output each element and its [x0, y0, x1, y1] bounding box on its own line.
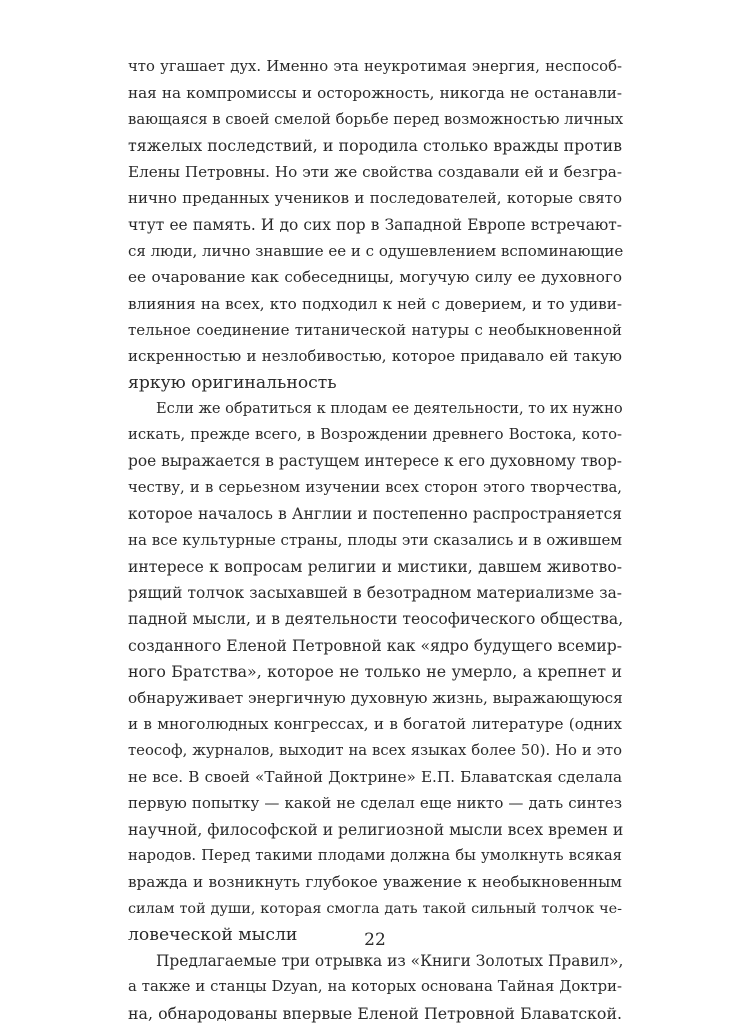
text-line: падной мысли, и в деятельности теософического общества, — [128, 610, 624, 629]
text-line: созданного Еленой Петровной как «ядро будущего всемир- — [128, 636, 622, 655]
body-text — [128, 54, 622, 1027]
text-line: ся люди, лично знавшие ее и с одушевлением вспоминающие — [128, 242, 624, 261]
text-line: тельное соединение титанической натуры с необыкновенной — [128, 320, 622, 339]
text-line: искать, прежде всего, в Возрождении древнего Востока, кото- — [128, 426, 622, 444]
text-line: не все. В своей «Тайной Доктрине» Е.П. Блаватская сделала — [128, 768, 622, 787]
text-line: а также и станцы Dzyan, на которых основана Тайная Доктри- — [128, 978, 622, 996]
text-line: ловеческой мысли — [128, 924, 298, 945]
text-line: яркую оригинальность — [128, 372, 337, 393]
page-number: 22 — [364, 930, 386, 950]
text-line: Если же обратиться к плодам ее деятельности, то их нужно — [156, 399, 623, 417]
text-line: вающаяся в своей смелой борьбе перед возможностью личных — [128, 110, 624, 128]
text-line: вражда и возникнуть глубокое уважение к необыкновенным — [128, 873, 622, 892]
text-line: интересе к вопросам религии и мистики, давшем животво- — [128, 557, 622, 576]
text-line: научной, философской и религиозной мысли всех времен и — [128, 820, 624, 839]
text-line: рящий толчок засыхавшей в безотрадном материализме за- — [128, 583, 622, 602]
text-line: искренностью и незлобивостью, которое придавало ей такую — [128, 347, 622, 366]
text-line: теософ, журналов, выходит на всех языках более 50). Но и это — [128, 741, 622, 759]
text-line: нично преданных учеников и последователей, которые свято — [128, 189, 622, 208]
text-line: влияния на всех, кто подходил к ней с доверием, и то удиви- — [128, 294, 622, 313]
text-line: на все культурные страны, плоды эти сказались и в ожившем — [128, 531, 622, 550]
text-line: на, обнародованы впервые Еленой Петровной Блаватской. — [128, 1003, 622, 1023]
text-line: народов. Перед такими плодами должна бы умолкнуть всякая — [128, 846, 622, 864]
text-line: честву, и в серьезном изучении всех сторон этого творчества, — [128, 478, 622, 496]
text-line: рое выражается в растущем интересе к его духовному твор- — [128, 452, 622, 471]
text-line: и в многолюдных конгрессах, и в богатой литературе (одних — [128, 715, 622, 734]
text-line: обнаруживает энергичную духовную жизнь, выражающуюся — [128, 689, 623, 708]
text-line: ее очарование как собеседницы, могучую силу ее духовного — [128, 268, 622, 287]
text-line: силам той души, которая смогла дать такой сильный толчок че- — [128, 900, 622, 917]
text-line: чтут ее память. И до сих пор в Западной Европе встречают- — [128, 215, 622, 234]
text-line: Елены Петровны. Но эти же свойства создавали ей и безгра- — [128, 163, 622, 182]
paragraph — [128, 54, 622, 396]
text-line: тяжелых последствий, и породила столько вражды против — [128, 135, 622, 155]
paragraph — [128, 396, 622, 948]
text-line: Предлагаемые три отрывка из «Книги Золотых Правил», — [156, 952, 624, 971]
text-line: что угашает дух. Именно эта неукротимая энергия, неспособ- — [128, 58, 622, 75]
paragraph — [128, 948, 622, 1027]
text-line: ная на компромиссы и осторожность, никогда не останавли- — [128, 84, 622, 103]
text-line: которое началось в Англии и постепенно распространяется — [128, 505, 622, 524]
text-line: первую попытку — какой не сделал еще никто — дать синтез — [128, 794, 622, 813]
text-line: ного Братства», которое не только не умерло, а крепнет и — [128, 661, 622, 681]
